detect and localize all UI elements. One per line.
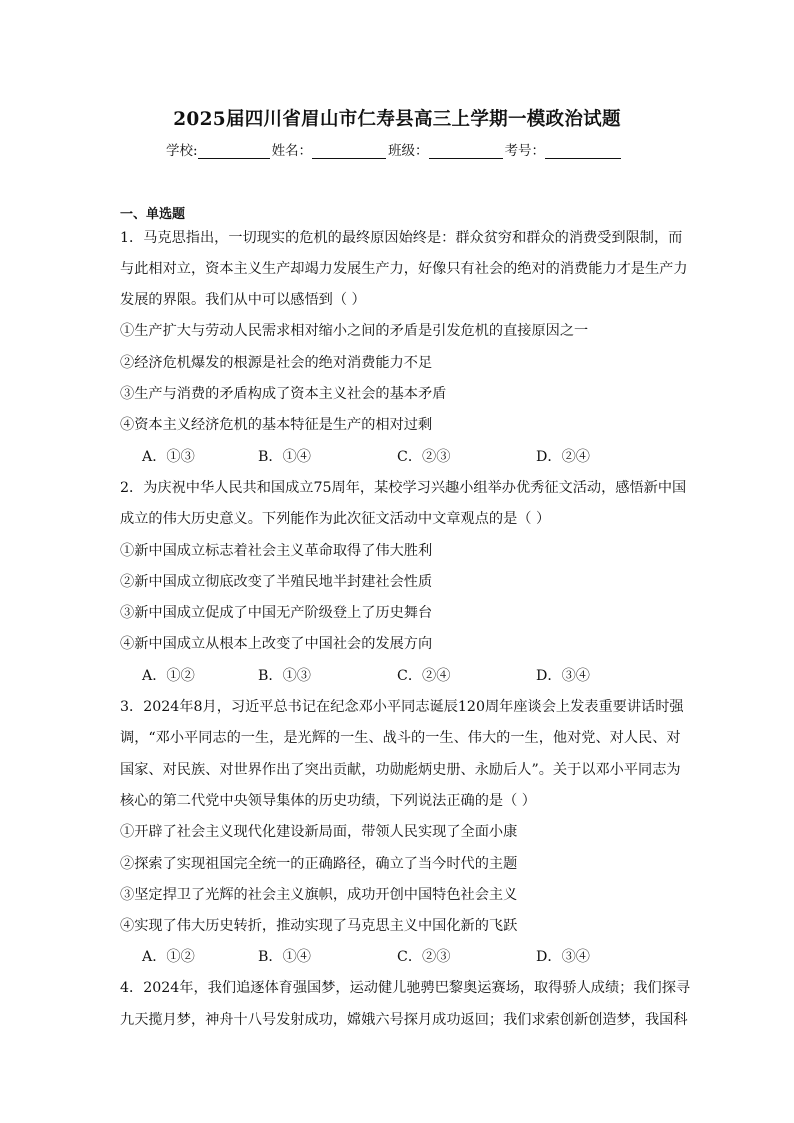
question-2-statement: ③新中国成立促成了中国无产阶级登上了历史舞台 — [120, 605, 433, 621]
question-1-line: 发展的界限。我们从中可以感悟到（ ） — [120, 292, 366, 308]
school-blank[interactable] — [198, 144, 270, 159]
option-a[interactable]: A．①② — [142, 949, 195, 965]
question-3-line: 调，“邓小平同志的一生，是光辉的一生、战斗的一生、伟大的一生，他对党、对人民、对 — [120, 730, 681, 746]
section-title: 一、单选题 — [120, 207, 186, 222]
option-d[interactable]: D．③④ — [536, 949, 590, 965]
question-3-statement: ④实现了伟大历史转折，推动实现了马克思主义中国化新的飞跃 — [120, 918, 518, 934]
question-2-statement: ④新中国成立从根本上改变了中国社会的发展方向 — [120, 636, 433, 652]
option-b[interactable]: B．①③ — [258, 668, 311, 684]
question-2-options — [142, 665, 662, 685]
question-1-statement: ②经济危机爆发的根源是社会的绝对消费能力不足 — [120, 355, 433, 371]
question-3-line: 核心的第二代党中央领导集体的历史功绩，下列说法正确的是（ ） — [120, 793, 536, 809]
question-1-statement: ③生产与消费的矛盾构成了资本主义社会的基本矛盾 — [120, 386, 447, 402]
question-3-line: 国家、对民族、对世界作出了突出贡献，功勋彪炳史册、永励后人”。关于以邓小平同志为 — [120, 762, 681, 778]
student-info-row — [166, 139, 623, 159]
option-a[interactable]: A．①② — [142, 668, 195, 684]
name-label: 姓名： — [271, 143, 313, 159]
question-4-line: 4．2024年，我们追逐体育强国梦，运动健儿驰骋巴黎奥运赛场，取得骄人成绩；我们探寻 — [120, 980, 691, 996]
option-d[interactable]: D．②④ — [536, 449, 590, 465]
school-label: 学校: — [166, 143, 198, 159]
question-2-statement: ②新中国成立彻底改变了半殖民地半封建社会性质 — [120, 574, 433, 590]
question-1-line: 1．马克思指出，一切现实的危机的最终原因始终是：群众贫穷和群众的消费受到限制，而 — [120, 230, 683, 246]
option-d[interactable]: D．③④ — [536, 668, 590, 684]
option-a[interactable]: A．①③ — [142, 449, 195, 465]
question-4-line: 九天揽月梦，神舟十八号发射成功，嫦娥六号探月成功返回；我们求索创新创造梦，我国科 — [120, 1012, 688, 1028]
page-title: 2025届四川省眉山市仁寿县高三上学期一模政治试题 — [173, 109, 621, 130]
option-c[interactable]: C．②③ — [397, 449, 451, 465]
option-c[interactable]: C．②③ — [397, 949, 451, 965]
question-2-statement: ①新中国成立标志着社会主义革命取得了伟大胜利 — [120, 543, 433, 559]
question-3-statement: ②探索了实现祖国完全统一的正确路径，确立了当今时代的主题 — [120, 856, 518, 872]
question-3-statement: ③坚定捍卫了光辉的社会主义旗帜，成功开创中国特色社会主义 — [120, 887, 518, 903]
question-1-options — [142, 446, 662, 466]
class-blank[interactable] — [429, 144, 503, 159]
class-label: 班级： — [388, 143, 429, 159]
question-2-line: 2．为庆祝中华人民共和国成立75周年，某校学习兴趣小组举办优秀征文活动，感悟新中国 — [120, 480, 687, 496]
question-2-line: 成立的伟大历史意义。下列能作为此次征文活动中文章观点的是（ ） — [120, 511, 551, 527]
question-3-options — [142, 946, 662, 966]
question-1-statement: ①生产扩大与劳动人民需求相对缩小之间的矛盾是引发危机的直接原因之一 — [120, 323, 589, 339]
question-1-line: 与此相对立，资本主义生产却竭力发展生产力，好像只有社会的绝对的消费能力才是生产力 — [120, 261, 688, 277]
name-blank[interactable] — [312, 144, 386, 159]
question-3-statement: ①开辟了社会主义现代化建设新局面，带领人民实现了全面小康 — [120, 824, 518, 840]
question-3-line: 3．2024年8月，习近平总书记在纪念邓小平同志诞辰120周年座谈会上发表重要讲话时强 — [120, 699, 684, 715]
question-1-statement: ④资本主义经济危机的基本特征是生产的相对过剩 — [120, 417, 433, 433]
option-c[interactable]: C．②④ — [397, 668, 451, 684]
number-blank[interactable] — [545, 144, 621, 159]
option-b[interactable]: B．①④ — [258, 949, 311, 965]
number-label: 考号： — [504, 143, 546, 159]
option-b[interactable]: B．①④ — [258, 449, 311, 465]
